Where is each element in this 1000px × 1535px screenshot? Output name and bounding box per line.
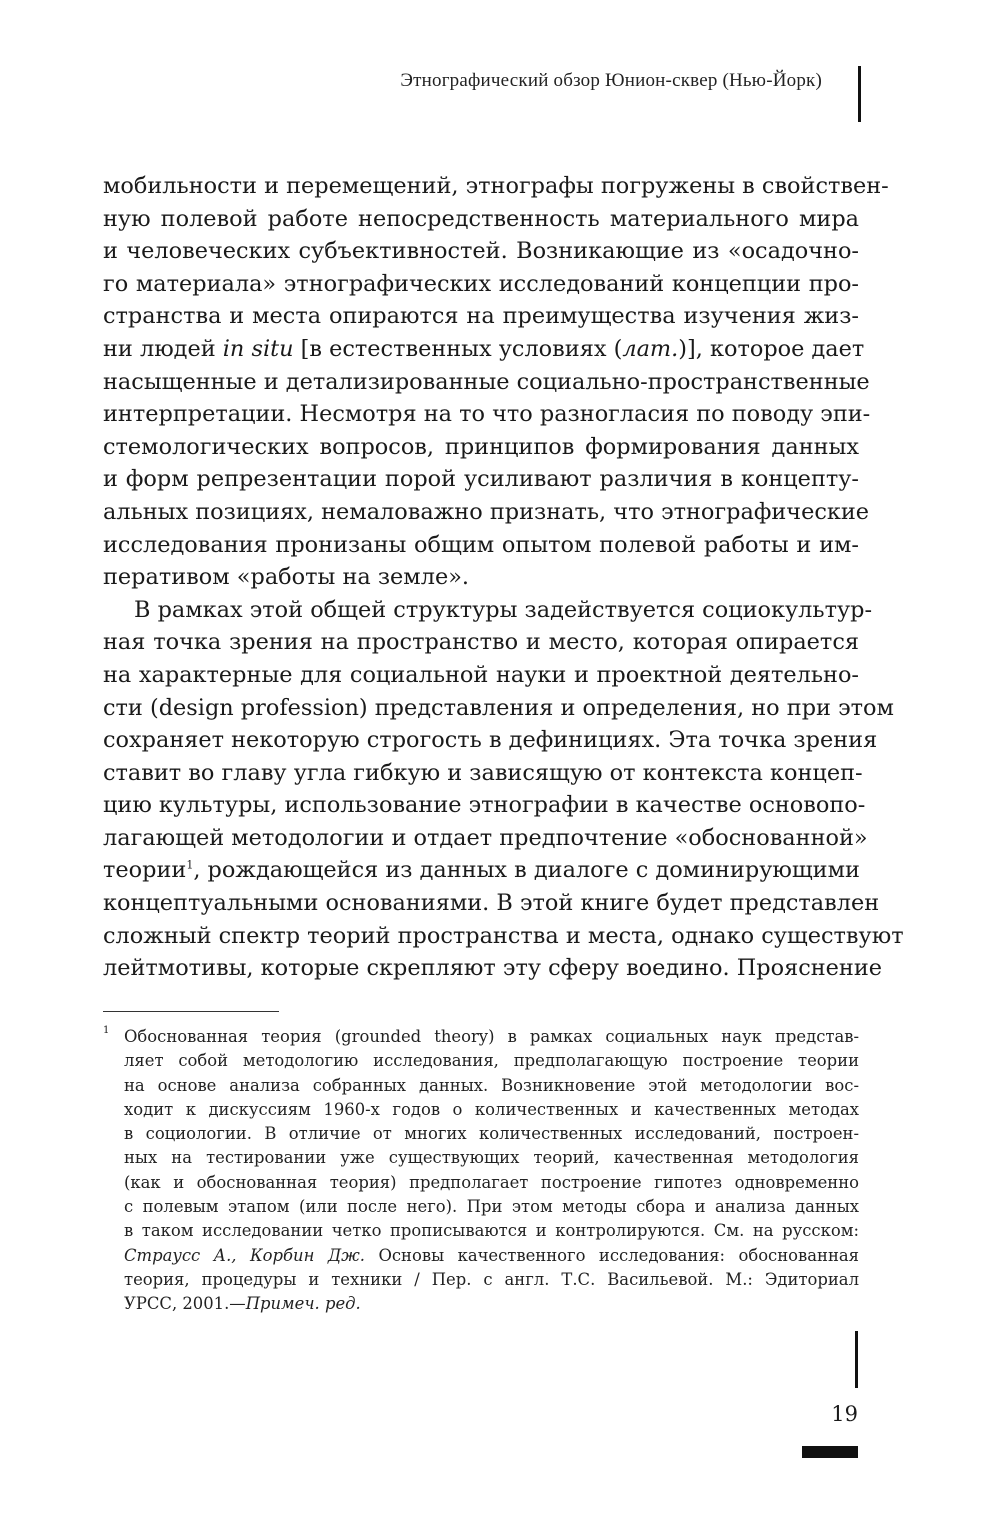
page-number: 19 [831,1402,858,1426]
body-line: и форм репрезентации порой усиливают различия в концепту- [103,466,859,493]
folio-bar [802,1446,858,1458]
running-head: Этнографический обзор Юнион-сквер (Нью-Йорк) [400,70,822,91]
body-line: исследования пронизаны общим опытом полевой работы и им- [103,531,859,558]
italic-term: in situ [222,335,294,362]
body-line: сохраняет некоторую строгость в дефинициях. Эта точка зрения [103,727,878,754]
body-line: и человеческих субъективностей. Возникающие из «осадочно- [103,238,859,265]
footnote-marker: 1 [103,1025,110,1036]
footnote-line: ходит к дискуссиям 1960-х годов о количественных и качественных методах [124,1099,859,1119]
footer-vertical-rule [855,1331,858,1388]
footnote-line: на основе анализа собранных данных. Возникновение этой методологии вос- [124,1075,859,1095]
footnote-line: с полевым этапом (или после него). При этом методы сбора и анализа данных [124,1197,859,1217]
body-line: насыщенные и детализированные социально-пространственные [103,368,870,395]
footnote-line [103,1244,859,1268]
body-line [103,333,865,366]
body-line: лагающей методологии и отдает предпочтение «обоснованной» [103,824,868,851]
footnote-line: ляет собой методологию исследования, предполагающую построение теории [124,1051,859,1071]
body-line: на характерные для социальной науки и проектной деятельно- [103,661,859,688]
footnote-line: Обоснованная теория (grounded theory) в рамках социальных наук представ- [124,1027,859,1046]
body-line: цию культуры, использование этнографии в качестве основопо- [103,792,866,819]
footnote-ref: 1 [186,859,194,872]
text-run: )], которое дает [678,335,865,362]
body-line: странства и места опираются на преимущества изучения жиз- [103,303,859,330]
footnote-separator [103,1011,279,1012]
footnote-line: в таком исследовании четко прописываются и контролируются. См. на русском: [124,1221,859,1241]
body-line: лейтмотивы, которые скрепляют эту сферу воедино. Прояснение [103,955,883,982]
footnote-line: теория, процедуры и техники / Пер. с англ. Т.С. Васильевой. М.: Эдиториал [124,1269,859,1289]
footnote-line: ных на тестировании уже существующих теорий, качественная методология [124,1148,859,1168]
body-line: сти (design profession) представления и определения, но при этом [103,694,894,721]
footnote [103,1025,859,1317]
footnote-line: (как и обоснованная теория) предполагает построение гипотез одновременно [124,1172,859,1192]
text-run: ни людей [103,335,223,362]
editor-note: Примеч. ред. [245,1294,361,1314]
body-line: перативом «работы на земле». [103,564,470,591]
text-run: УРСС, 2001.— [124,1294,246,1314]
body-line: сложный спектр теорий пространства и места, однако существуют [103,922,904,949]
body-line [103,854,859,887]
body-text [103,170,904,985]
text-run: [в естественных условиях ( [293,335,623,362]
footnote-line: в социологии. В отличие от многих количественных исследований, построен- [124,1124,859,1144]
text-run: , рождающейся из данных в диалоге с доминирующими [193,857,860,884]
body-line: ную полевой работе непосредственность материального мира [103,205,859,232]
body-line: интерпретации. Несмотря на то что разногласия по поводу эпи- [103,401,871,428]
italic-abbrev: лат. [622,335,679,362]
body-line: ная точка зрения на пространство и место, которая опирается [103,629,859,656]
body-line: ставит во главу угла гибкую и зависящую от контекста концеп- [103,759,863,786]
header-vertical-rule [858,66,861,122]
text-run: Основы качественного исследования: обоснованная [364,1245,859,1265]
body-line: стемологических вопросов, принципов формирования данных [103,433,859,460]
body-line: мобильности и перемещений, этнографы погружены в свойствен- [103,173,889,199]
body-line: го материала» этнографических исследований концепции про- [103,270,859,297]
footnote-line [103,1292,859,1316]
italic-authors: Страусс А., Корбин Дж. [124,1245,365,1265]
body-line: концептуальными основаниями. В этой книге будет представлен [103,890,880,917]
text-run: теории [103,857,187,884]
body-line: альных позициях, немаловажно признать, что этнографические [103,498,870,525]
body-line: В рамках этой общей структуры задействуется социокультур- [134,596,873,623]
